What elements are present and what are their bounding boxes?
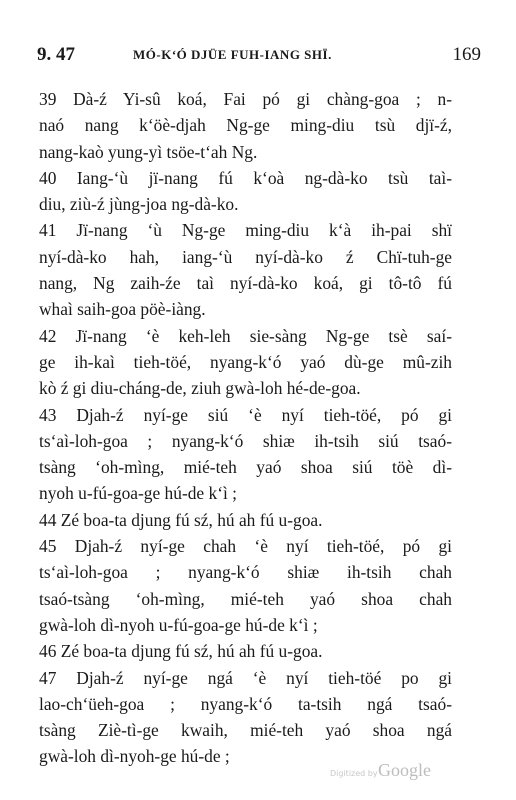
text-line: 47 Djah-ź nyí-ge ngá ‘è nyí tieh-töé po gi xyxy=(39,667,452,688)
text-line: gwà-loh dì-nyoh u-fú-goa-ge hú-de k‘ì ; xyxy=(39,614,318,635)
text-line: gwà-loh dì-nyoh-ge hú-de ; xyxy=(39,746,230,767)
text-line: naó nang k‘öè-djah Ng-ge ming-diu tsù djï-ź, xyxy=(39,115,452,136)
digitization-watermark xyxy=(330,760,470,784)
text-line: ge ih-kaì tieh-töé, nyang-k‘ó yaó dù-ge mû-zih xyxy=(39,351,452,372)
text-line: lao-ch‘üeh-goa ; nyang-k‘ó ta-tsih ngá tsaó- xyxy=(39,693,452,714)
page-number: 169 xyxy=(452,44,481,65)
google-logo: Google xyxy=(378,760,431,780)
text-line: ts‘aì-loh-goa ; nyang-k‘ó shiæ ih-tsih chah xyxy=(39,562,452,583)
text-line: ts‘aì-loh-goa ; nyang-k‘ó shiæ ih-tsih siú tsaó- xyxy=(39,430,452,451)
text-line: nyí-dà-ko hah, iang-‘ù nyí-dà-ko ź Chï-tuh-ge xyxy=(39,246,452,267)
text-line: diu, ziù-ź jùng-joa ng-dà-ko. xyxy=(39,194,239,215)
text-line: tsàng ‘oh-mìng, mié-teh yaó shoa siú töè dì- xyxy=(39,457,452,478)
text-line: tsaó-tsàng ‘oh-mìng, mié-teh yaó shoa chah xyxy=(39,588,452,609)
running-header xyxy=(37,44,481,68)
text-line: whaì saih-goa pöè-iàng. xyxy=(39,299,206,320)
digitized-by-label: Digitized by xyxy=(330,769,378,778)
text-line: 40 Iang-‘ù jï-nang fú k‘oà ng-dà-ko tsù taì- xyxy=(39,167,452,188)
text-body xyxy=(39,86,452,770)
text-line: tsàng Ziè-tì-ge kwaih, mié-teh yaó shoa ngá xyxy=(39,720,452,741)
text-line: 39 Dà-ź Yi-sû koá, Fai pó gi chàng-goa ; n- xyxy=(39,89,452,109)
text-line: 44 Zé boa-ta djung fú sź, hú ah fú u-goa. xyxy=(39,509,323,530)
running-title: MÓ-K‘Ó DJÜE FUH-IANG SHÏ. xyxy=(133,47,332,62)
text-line: 41 Jï-nang ‘ù Ng-ge ming-diu k‘à ih-pai shï xyxy=(39,220,452,241)
text-line: 43 Djah-ź nyí-ge siú ‘è nyí tieh-töé, pó gi xyxy=(39,404,452,425)
text-line: 45 Djah-ź nyí-ge chah ‘è nyí tieh-töé, pó gi xyxy=(39,536,452,557)
text-line: 42 Jï-nang ‘è keh-leh sie-sàng Ng-ge tsè saí- xyxy=(39,325,452,346)
text-line: nyoh u-fú-goa-ge hú-de k‘ì ; xyxy=(39,483,237,504)
text-line: 46 Zé boa-ta djung fú sź, hú ah fú u-goa. xyxy=(39,641,323,662)
chapter-verse-ref: 9. 47 xyxy=(37,44,75,65)
text-line: nang, Ng zaih-źe taì nyí-dà-ko koá, gi tô-tô fú xyxy=(39,273,452,294)
text-line: nang-kaò yung-yì tsöe-t‘ah Ng. xyxy=(39,141,258,162)
text-line: kò ź gi diu-cháng-de, ziuh gwà-loh hé-de-goa. xyxy=(39,378,361,399)
